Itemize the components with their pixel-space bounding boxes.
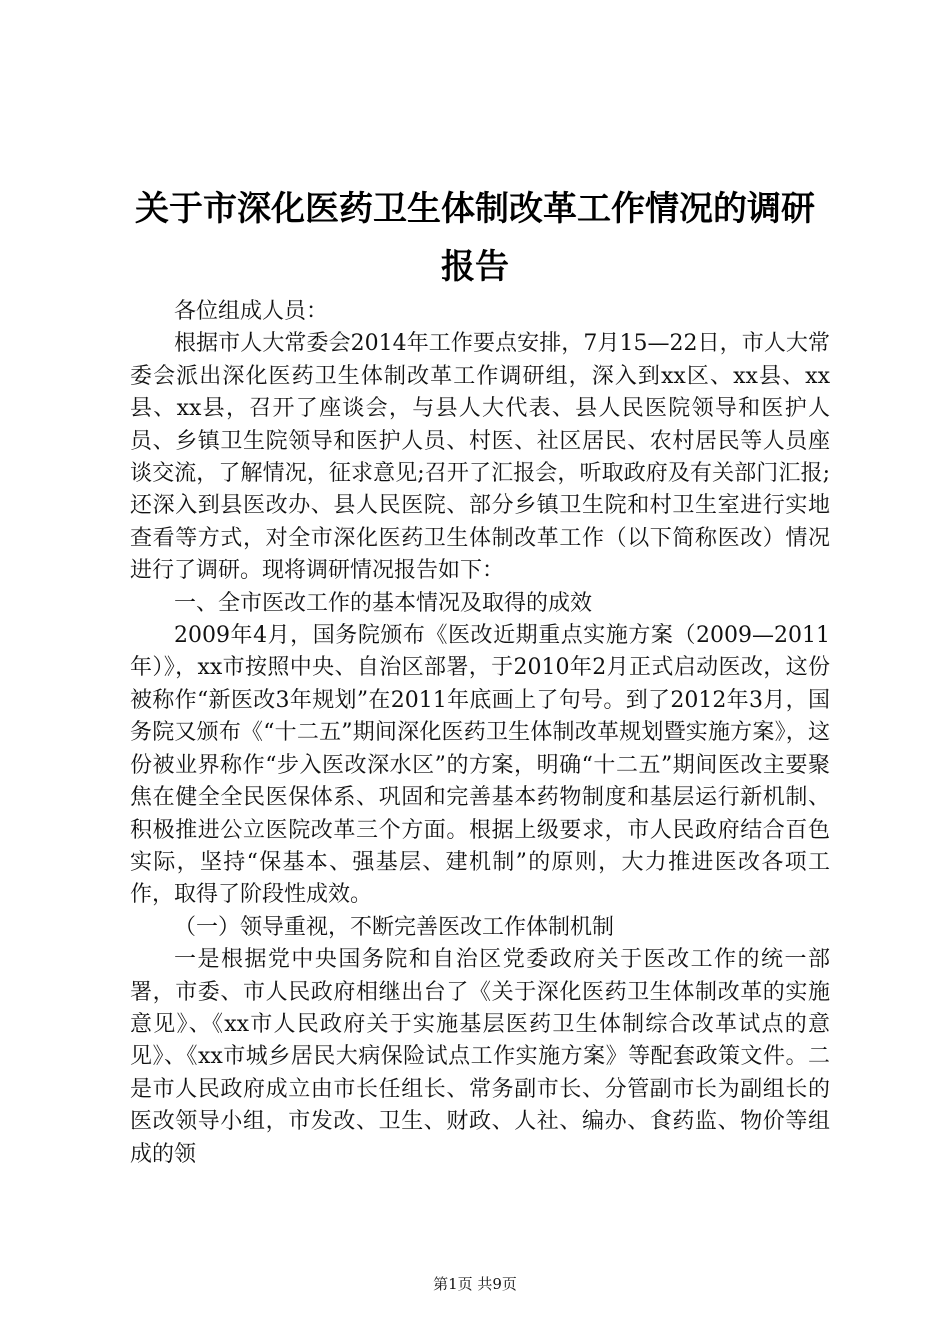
page-footer: 第1页 共9页 [433, 1275, 517, 1293]
document-body [130, 296, 830, 1171]
document-title: 关于市深化医药卫生体制改革工作情况的调研报告 [135, 189, 815, 287]
section-heading-1: 一、全市医改工作的基本情况及取得的成效 [174, 590, 593, 616]
background-paragraph: 2009年4月，国务院颁布《医改近期重点实施方案（2009—2011年）》，xx市按照中央、自治区部署，于2010年2月正式启动医改，这份被称作“新医改3年规划”在2011年底画上了句号。到了2012年3月，国务院又颁布《“十二五”期间深化医药卫生体制改革规划暨实施方案》，这份被业界称作“步入医改深水区”的方案，明确“十二五”期间医改主要聚焦在健全全民医保体系、巩固和完善基本药物制度和基层运行新机制、积极推进公立医院改革三个方面。根据上级要求，市人民政府结合百色实际，坚持“保基本、强基层、建机制”的原则，大力推进医改各项工作，取得了阶段性成效。 [130, 623, 830, 908]
measures-paragraph: 一是根据党中央国务院和自治区党委政府关于医改工作的统一部署，市委、市人民政府相继出台了《关于深化医药卫生体制改革的实施意见》、《xx市人民政府关于实施基层医药卫生体制综合改革试点的意见》、《xx市城乡居民大病保险试点工作实施方案》等配套政策文件。二是市人民政府成立由市长任组长、常务副市长、分管副市长为副组长的医改领导小组，市发改、卫生、财政、人社、编办、食药监、物价等组成的领 [130, 947, 830, 1167]
salutation-paragraph: 各位组成人员： [174, 299, 329, 324]
subsection-heading-1: （一）领导重视，不断完善医改工作体制机制 [174, 914, 615, 940]
intro-paragraph: 根据市人大常委会2014年工作要点安排，7月15—22日，市人大常委会派出深化医药卫生体制改革工作调研组，深入到xx区、xx县、xx县、xx县，召开了座谈会，与县人大代表、县人民医院领导和医护人员、乡镇卫生院领导和医护人员、村医、社区居民、农村居民等人员座谈交流，了解情况，征求意见;召开了汇报会，听取政府及有关部门汇报;还深入到县医改办、县人民医院、部分乡镇卫生院和村卫生室进行实地查看等方式，对全市深化医药卫生体制改革工作（以下简称医改）情况进行了调研。现将调研情况报告如下： [130, 331, 830, 584]
